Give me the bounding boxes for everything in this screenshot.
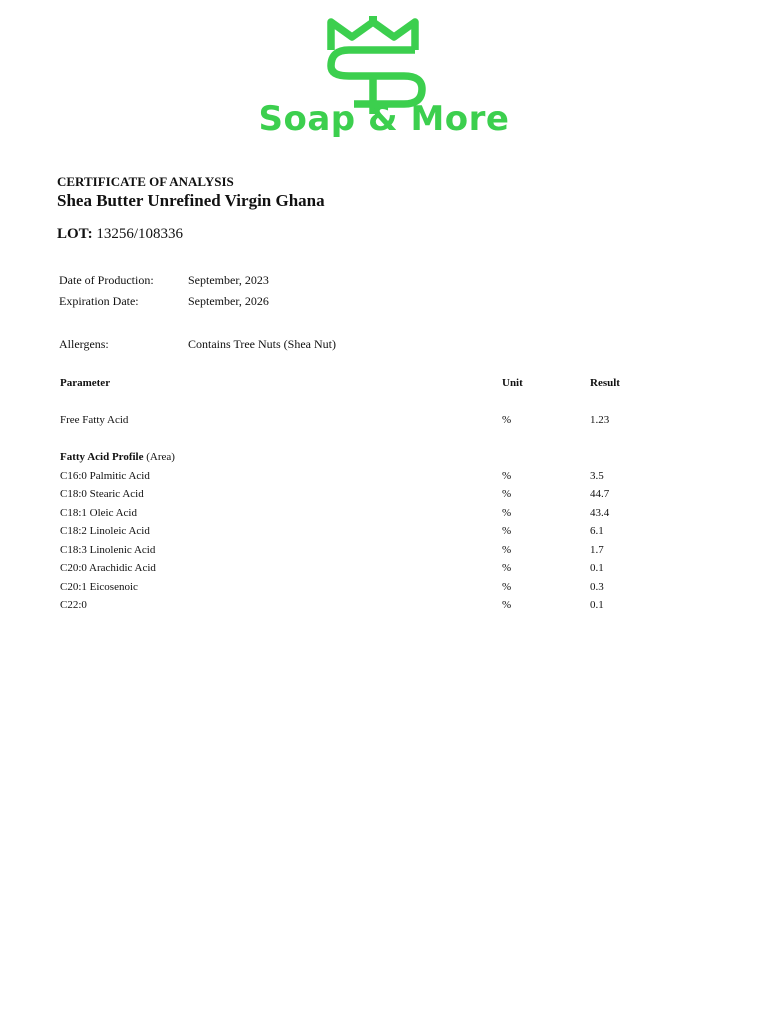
row-unit: % (502, 414, 512, 426)
header-unit: Unit (502, 377, 523, 389)
analysis-table (60, 374, 680, 615)
table-row (60, 578, 680, 597)
table-row (60, 559, 680, 578)
allergens-value: Contains Tree Nuts (Shea Nut) (188, 337, 336, 351)
header-parameter: Parameter (60, 377, 111, 389)
row-result: 1.23 (590, 414, 610, 426)
allergens-label: Allergens: (59, 337, 109, 351)
row-unit: % (502, 543, 512, 556)
row-unit: % (502, 506, 512, 519)
row-result: 43.4 (590, 506, 610, 519)
row-parameter: Free Fatty Acid (60, 414, 129, 426)
row-parameter: C18:2 Linoleic Acid (60, 525, 150, 537)
production-date-row (59, 273, 269, 288)
production-date-value: September, 2023 (188, 273, 269, 287)
profile-note: (Area) (146, 451, 175, 463)
production-date-label: Date of Production: (59, 273, 154, 287)
row-result: 3.5 (590, 469, 604, 482)
row-parameter: C18:1 Oleic Acid (60, 506, 137, 519)
allergens-row (59, 337, 336, 352)
row-result: 0.3 (590, 580, 604, 593)
profile-title: Fatty Acid Profile (60, 451, 144, 463)
expiration-date-value: September, 2026 (188, 294, 269, 308)
product-title: Shea Butter Unrefined Virgin Ghana (57, 191, 325, 210)
row-result: 0.1 (590, 562, 604, 574)
expiration-date-label: Expiration Date: (59, 294, 139, 308)
row-unit: % (502, 580, 512, 593)
row-result: 1.7 (590, 543, 604, 556)
row-parameter: C16:0 Palmitic Acid (60, 469, 150, 482)
tulip-dollar-icon (214, 14, 554, 138)
row-parameter: C20:1 Eicosenoic (60, 580, 138, 593)
row-parameter: C18:0 Stearic Acid (60, 488, 144, 500)
table-row (60, 541, 680, 560)
lot-value: 13256/108336 (96, 226, 183, 242)
row-unit: % (502, 562, 512, 574)
table-header-row (60, 374, 680, 393)
table-row (60, 504, 680, 523)
document-type: CERTIFICATE OF ANALYSIS (57, 174, 234, 189)
row-parameter: C20:0 Arachidic Acid (60, 562, 156, 574)
table-row (60, 522, 680, 541)
table-row (60, 485, 680, 504)
row-unit: % (502, 599, 512, 611)
lot-label: LOT: (57, 226, 93, 242)
row-result: 44.7 (590, 488, 610, 500)
fatty-acid-profile-heading (60, 448, 680, 467)
table-row (60, 467, 680, 486)
row-result: 0.1 (590, 599, 604, 611)
brand-name: Soap & More (258, 99, 510, 138)
row-unit: % (502, 488, 512, 500)
table-row (60, 596, 680, 615)
row-result: 6.1 (590, 525, 604, 537)
row-unit: % (502, 525, 512, 537)
header-result: Result (590, 377, 620, 389)
lot-line (57, 226, 183, 243)
row-parameter: C22:0 (60, 599, 87, 611)
row-unit: % (502, 469, 512, 482)
table-row-free-fatty-acid (60, 411, 680, 430)
row-parameter: C18:3 Linolenic Acid (60, 543, 156, 556)
expiration-date-row (59, 294, 269, 309)
brand-logo (0, 14, 768, 138)
